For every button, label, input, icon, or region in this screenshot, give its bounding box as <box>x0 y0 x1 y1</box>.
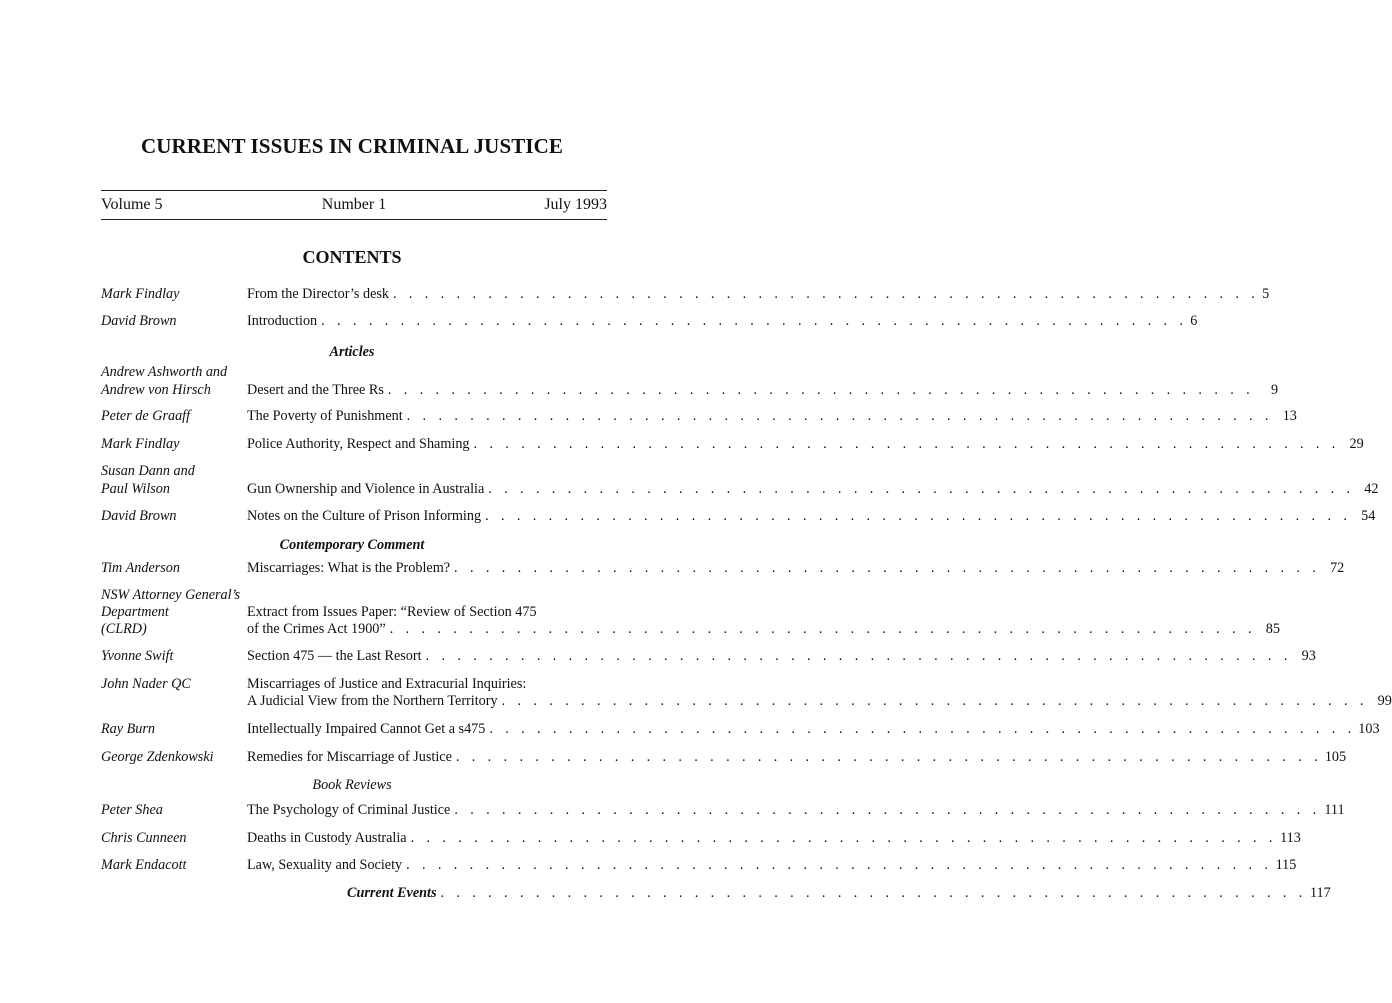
toc-page: 93 <box>1301 648 1316 664</box>
dot-leader: . . . . . . . . . . . . . . . . . . . . . . . . . . . . . . . . . . . . . . . . . . . . . . . . . . . . . . . <box>410 830 1277 846</box>
toc-author: Susan Dann and <box>101 463 195 479</box>
toc-page: 42 <box>1364 481 1379 497</box>
toc-author: Paul Wilson <box>101 481 170 497</box>
dot-leader: . . . . . . . . . . . . . . . . . . . . . . . . . . . . . . . . . . . . . . . . . . . . . . . . . . . . . . . <box>425 648 1292 664</box>
dot-leader: . . . . . . . . . . . . . . . . . . . . . . . . . . . . . . . . . . . . . . . . . . . . . . . . . . . . . . . <box>454 802 1321 818</box>
number-label: Number 1 <box>321 196 387 213</box>
toc-page: 13 <box>1282 408 1297 424</box>
contents-heading: CONTENTS <box>302 247 402 267</box>
dot-leader: . . . . . . . . . . . . . . . . . . . . . . . . . . . . . . . . . . . . . . . . . . . . . . . . . . . . . . . <box>387 382 1255 398</box>
toc-page: 29 <box>1349 436 1364 452</box>
dot-leader: . . . . . . . . . . . . . . . . . . . . . . . . . . . . . . . . . . . . . . . . . . . . . . . . . . . . . . . <box>392 286 1260 302</box>
dot-leader: . . . . . . . . . . . . . . . . . . . . . . . . . . . . . . . . . . . . . . . . . . . . . . . . . . . . . . . <box>406 857 1273 873</box>
toc-title: Introduction <box>247 313 318 329</box>
toc-page: 85 <box>1265 621 1280 637</box>
toc-page: 54 <box>1361 508 1376 524</box>
dot-leader: . . . . . . . . . . . . . . . . . . . . . . . . . . . . . . . . . . . . . . . . . . . . . . . . . . . . . . . <box>406 408 1273 424</box>
toc-author: George Zdenkowski <box>101 749 214 765</box>
toc-page: 105 <box>1324 749 1347 765</box>
issue-info-bar <box>101 190 607 220</box>
toc-author: David Brown <box>101 313 177 329</box>
toc-author: NSW Attorney General’s <box>101 587 240 603</box>
toc-author: Tim Anderson <box>101 560 180 576</box>
date-label: July 1993 <box>544 196 607 213</box>
toc-page: 111 <box>1324 802 1345 818</box>
toc-author: (CLRD) <box>101 621 147 637</box>
toc-title: The Psychology of Criminal Justice <box>247 802 451 818</box>
toc-title: Section 475 — the Last Resort <box>247 648 422 664</box>
toc-author: Peter de Graaff <box>101 408 191 424</box>
toc-page: 99 <box>1377 693 1392 709</box>
toc-title: Current Events <box>347 885 437 901</box>
dot-leader: . . . . . . . . . . . . . . . . . . . . . . . . . . . . . . . . . . . . . . . . . . . . . . . . . . . . . . . <box>501 693 1368 709</box>
toc-author: Mark Findlay <box>101 286 180 302</box>
dot-leader: . . . . . . . . . . . . . . . . . . . . . . . . . . . . . . . . . . . . . . . . . . . . . . . . . . . . . . . <box>389 621 1256 637</box>
dot-leader: . . . . . . . . . . . . . . . . . . . . . . . . . . . . . . . . . . . . . . . . . . . . . . . . . . . . . . . <box>485 508 1352 524</box>
toc-entry[interactable] <box>101 587 1280 641</box>
dot-leader: . . . . . . . . . . . . . . . . . . . . . . . . . . . . . . . . . . . . . . . . . . . . . . . . . . . . . . . <box>489 721 1356 737</box>
toc-title-continued: A Judicial View from the Northern Territory <box>247 693 498 709</box>
toc-entry[interactable] <box>101 463 1379 499</box>
toc-author: John Nader QC <box>101 676 191 692</box>
dot-leader: . . . . . . . . . . . . . . . . . . . . . . . . . . . . . . . . . . . . . . . . . . . . . . . . . . . . . . . <box>473 436 1340 452</box>
toc-author: Andrew von Hirsch <box>101 382 211 398</box>
toc-author: Yvonne Swift <box>101 648 174 664</box>
toc-author: Ray Burn <box>101 721 155 737</box>
toc-title: Deaths in Custody Australia <box>247 830 407 846</box>
section-heading-contemporary-comment: Contemporary Comment <box>279 537 425 553</box>
section-heading-book-reviews: Book Reviews <box>312 777 392 793</box>
toc-title: Notes on the Culture of Prison Informing <box>247 508 482 524</box>
toc-title: Extract from Issues Paper: “Review of Section 475 <box>247 604 537 620</box>
toc-title: Gun Ownership and Violence in Australia <box>247 481 485 497</box>
toc-title: Police Authority, Respect and Shaming <box>247 436 470 452</box>
toc-author: Mark Endacott <box>101 857 187 873</box>
toc-title: From the Director’s desk <box>247 286 389 302</box>
toc-entry[interactable] <box>101 676 1392 712</box>
toc-author: Chris Cunneen <box>101 830 187 846</box>
toc-page: 9 <box>1270 382 1279 398</box>
toc-author: Andrew Ashworth and <box>101 364 228 380</box>
toc-title-continued: of the Crimes Act 1900” <box>247 621 386 637</box>
toc-page: 72 <box>1330 560 1345 576</box>
toc-page: 103 <box>1358 721 1380 737</box>
toc-title: Desert and the Three Rs <box>247 382 384 398</box>
section-heading-articles: Articles <box>329 344 375 360</box>
toc-author: David Brown <box>101 508 177 524</box>
dot-leader: . . . . . . . . . . . . . . . . . . . . . . . . . . . . . . . . . . . . . . . . . . . . . . . . . . . . . . . <box>455 749 1323 765</box>
toc-author: Department <box>101 604 169 620</box>
toc-title: Miscarriages: What is the Problem? <box>247 560 451 576</box>
dot-leader: . . . . . . . . . . . . . . . . . . . . . . . . . . . . . . . . . . . . . . . . . . . . . . . . . . . . . . . <box>454 560 1321 576</box>
volume-label: Volume 5 <box>101 196 163 213</box>
toc-title: Miscarriages of Justice and Extracurial Inquiries: <box>247 676 527 692</box>
toc-title: Remedies for Miscarriage of Justice <box>247 749 452 765</box>
toc-entry[interactable] <box>101 364 1279 400</box>
toc-page: 6 <box>1190 313 1198 329</box>
toc-page: 113 <box>1280 830 1301 846</box>
journal-title: CURRENT ISSUES IN CRIMINAL JUSTICE <box>141 134 563 158</box>
dot-leader: . . . . . . . . . . . . . . . . . . . . . . . . . . . . . . . . . . . . . . . . . . . . . . . . . . . . . . . <box>440 885 1307 901</box>
dot-leader: . . . . . . . . . . . . . . . . . . . . . . . . . . . . . . . . . . . . . . . . . . . . . . . . . . . . . . . <box>488 481 1355 497</box>
toc-title: The Poverty of Punishment <box>247 408 403 424</box>
toc-page: 5 <box>1262 286 1270 302</box>
toc-page: 117 <box>1309 885 1331 901</box>
toc-title: Law, Sexuality and Society <box>247 857 403 873</box>
toc-author: Mark Findlay <box>101 436 180 452</box>
toc-page: 115 <box>1275 857 1297 873</box>
dot-leader: . . . . . . . . . . . . . . . . . . . . . . . . . . . . . . . . . . . . . . . . . . . . . . . . . . . . . . . <box>321 313 1188 329</box>
toc-title: Intellectually Impaired Cannot Get a s475 <box>247 721 486 737</box>
toc-author: Peter Shea <box>101 802 163 818</box>
